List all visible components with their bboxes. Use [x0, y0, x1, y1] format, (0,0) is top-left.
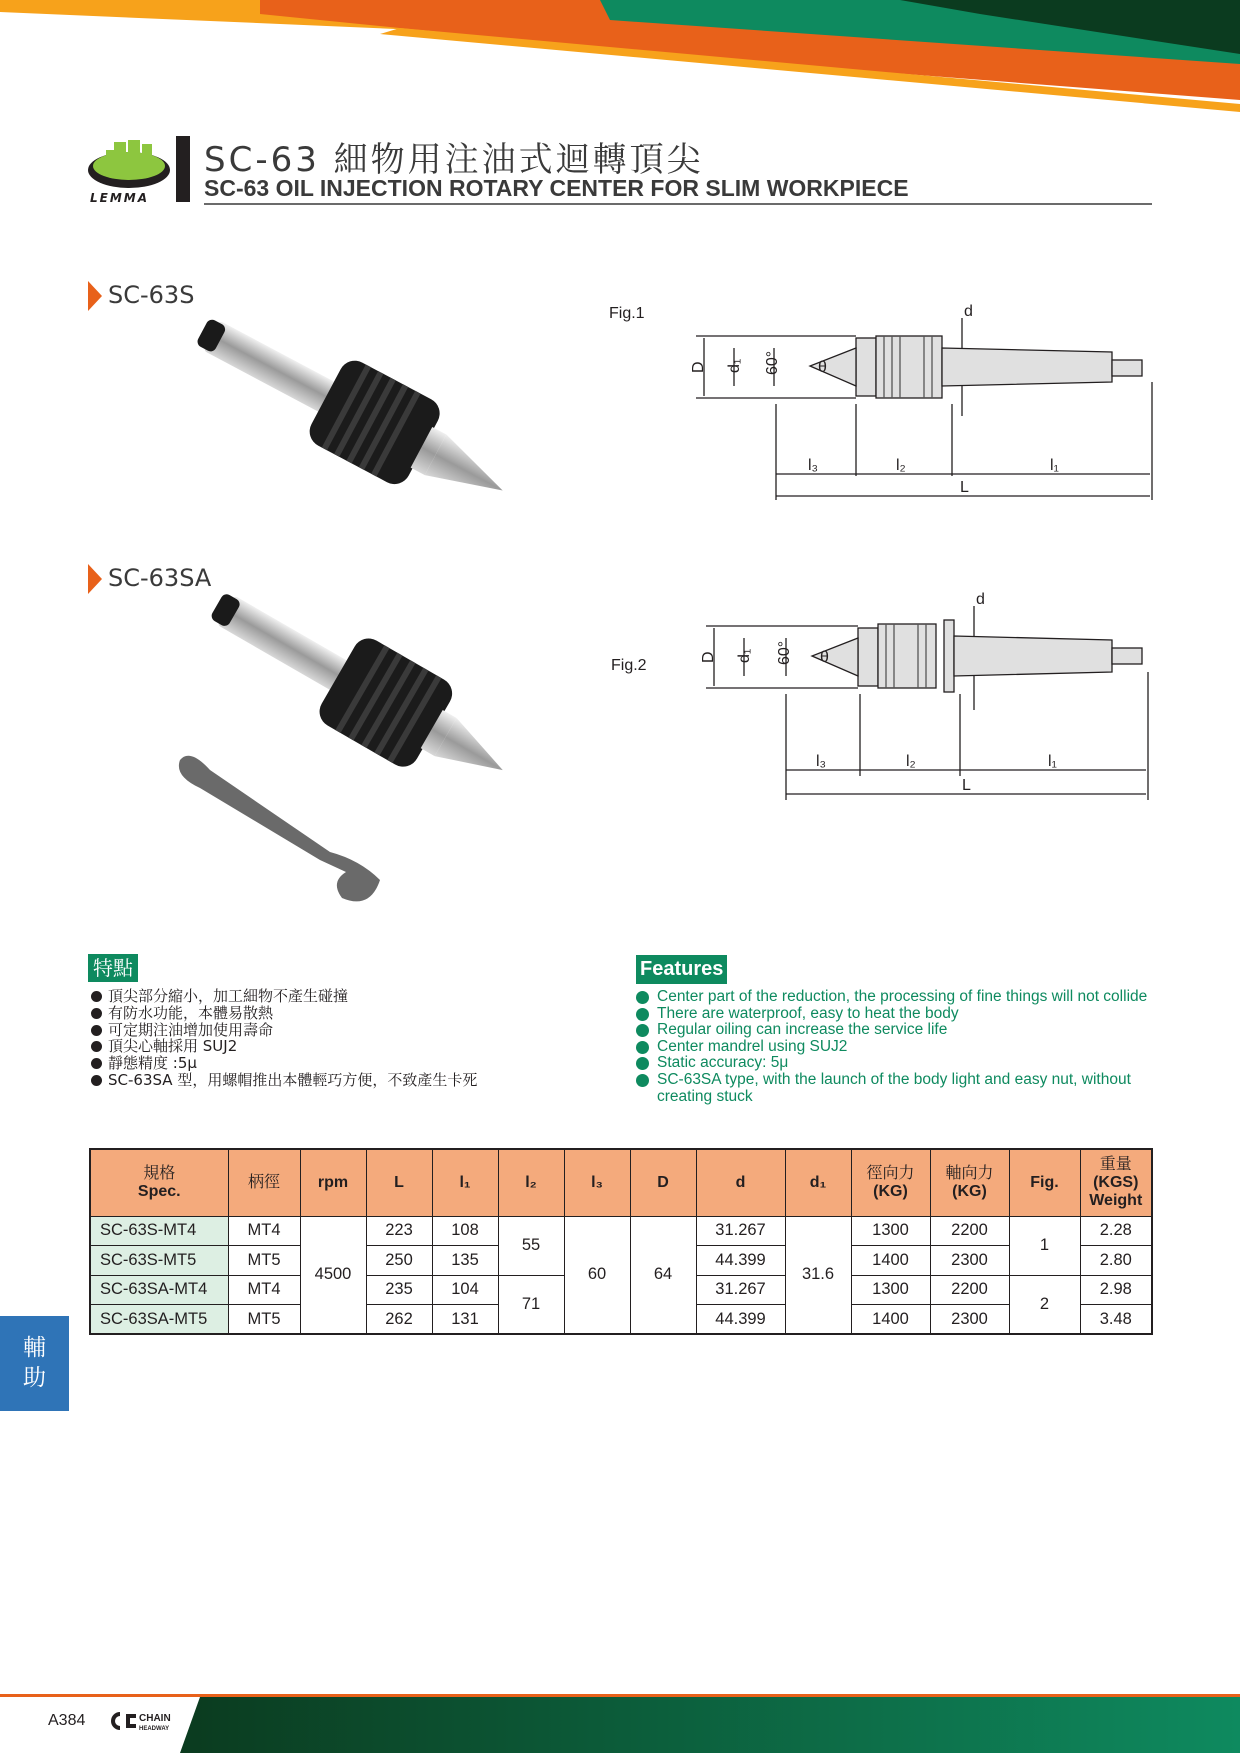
cell-l2: 71	[498, 1275, 564, 1334]
cell-weight: 2.98	[1080, 1275, 1152, 1305]
dim2-theta: θ	[820, 649, 829, 666]
dim2-l1: l₁	[1048, 753, 1057, 770]
page-header	[86, 132, 1152, 207]
features-cn-title: 特點	[88, 954, 138, 982]
cell-radial: 1300	[851, 1275, 930, 1305]
model-label-sc63sa: SC-63SA	[108, 564, 212, 592]
logo-wordmark: LEMMA	[90, 191, 150, 205]
cell-l1: 131	[432, 1305, 498, 1335]
feature-en-item: SC-63SA type, with the launch of the body light and easy nut, without creating stuck	[636, 1072, 1156, 1105]
cell-rpm: 4500	[300, 1216, 366, 1334]
header-d1: d₁	[785, 1149, 851, 1216]
fig2-label: Fig.2	[611, 657, 647, 674]
cell-L: 235	[366, 1275, 432, 1305]
technical-drawing-fig1	[692, 300, 1152, 510]
header-radial: 徑向力 (KG)	[851, 1149, 930, 1216]
cell-d1: 31.6	[785, 1216, 851, 1334]
cell-fig: 1	[1009, 1216, 1080, 1275]
cell-spec: SC-63S-MT4	[90, 1216, 228, 1246]
svg-text:CHAIN: CHAIN	[139, 1713, 171, 1724]
cell-shank: MT4	[228, 1275, 300, 1305]
dim-d: d	[964, 303, 973, 320]
feature-en-item: There are waterproof, easy to heat the body	[636, 1006, 1156, 1023]
dim2-d: d	[976, 591, 985, 608]
technical-drawing-fig2	[692, 588, 1152, 808]
header-axial: 軸向力 (KG)	[930, 1149, 1009, 1216]
dim2-D: D	[700, 651, 717, 663]
cell-D: 64	[630, 1216, 696, 1334]
header-weight: 重量 (KGS) Weight	[1080, 1149, 1152, 1216]
product-photo-sc63s	[170, 318, 550, 518]
dim2-d1: d₁	[736, 648, 753, 663]
side-tab-auxiliary[interactable]	[0, 1316, 69, 1411]
cell-d: 44.399	[696, 1246, 785, 1276]
table-row	[90, 1216, 1152, 1246]
page-number: A384	[48, 1712, 86, 1729]
dim2-angle: 60°	[776, 640, 793, 665]
cell-L: 223	[366, 1216, 432, 1246]
header-l1: l₁	[432, 1149, 498, 1216]
cell-shank: MT4	[228, 1216, 300, 1246]
features-cn-list	[90, 988, 477, 1089]
dim-theta: θ	[818, 359, 827, 376]
cell-l3: 60	[564, 1216, 630, 1334]
page-title-en: SC-63 OIL INJECTION ROTARY CENTER FOR SLIM WORKPIECE	[204, 175, 909, 201]
header-L: L	[366, 1149, 432, 1216]
cell-spec: SC-63SA-MT5	[90, 1305, 228, 1335]
cell-axial: 2200	[930, 1216, 1009, 1246]
dim-L: L	[960, 479, 969, 496]
feature-cn-item: 有防水功能，本體易散熱	[90, 1005, 477, 1022]
feature-en-item: Regular oiling can increase the service life	[636, 1022, 1156, 1039]
cell-l2: 55	[498, 1216, 564, 1275]
cell-l1: 135	[432, 1246, 498, 1276]
header-l3: l₃	[564, 1149, 630, 1216]
side-tab-line2: 助	[23, 1365, 46, 1391]
header-d: d	[696, 1149, 785, 1216]
dim-d1: d₁	[726, 358, 743, 373]
cell-axial: 2200	[930, 1275, 1009, 1305]
title-bar	[176, 136, 190, 202]
cell-shank: MT5	[228, 1305, 300, 1335]
cell-weight: 3.48	[1080, 1305, 1152, 1335]
table-header-row	[90, 1149, 1152, 1216]
model-marker-sc63s	[88, 281, 102, 311]
feature-cn-item: 頂尖部分縮小，加工細物不產生碰撞	[90, 988, 477, 1005]
feature-cn-item: 靜態精度 :5μ	[90, 1055, 477, 1072]
cell-spec: SC-63S-MT5	[90, 1246, 228, 1276]
cell-L: 250	[366, 1246, 432, 1276]
cell-l1: 108	[432, 1216, 498, 1246]
bottom-banner	[0, 1690, 1240, 1753]
cell-spec: SC-63SA-MT4	[90, 1275, 228, 1305]
dim2-l3: l₃	[816, 753, 827, 770]
cell-l1: 104	[432, 1275, 498, 1305]
cell-shank: MT5	[228, 1246, 300, 1276]
cell-weight: 2.80	[1080, 1246, 1152, 1276]
dim-D: D	[690, 361, 707, 373]
feature-en-item: Center mandrel using SUJ2	[636, 1039, 1156, 1056]
product-photo-sc63sa	[170, 620, 550, 920]
header-shank: 柄徑	[228, 1149, 300, 1216]
model-label-sc63s: SC-63S	[108, 281, 195, 309]
model-marker-sc63sa	[88, 564, 102, 594]
dim2-L: L	[962, 777, 971, 794]
spec-table	[89, 1148, 1153, 1335]
cell-axial: 2300	[930, 1305, 1009, 1335]
cell-radial: 1400	[851, 1305, 930, 1335]
header-l2: l₂	[498, 1149, 564, 1216]
dim-l2: l₂	[896, 457, 906, 474]
dim-l1: l₁	[1050, 457, 1059, 474]
dim-l3: l₃	[808, 457, 819, 474]
features-en-list	[636, 989, 1156, 1105]
feature-cn-item: 可定期注油增加使用壽命	[90, 1022, 477, 1039]
feature-en-item: Center part of the reduction, the processing of fine things will not collide	[636, 989, 1156, 1006]
feature-cn-item: 頂尖心軸採用 SUJ2	[90, 1038, 477, 1055]
cell-d: 31.267	[696, 1216, 785, 1246]
dim2-l2: l₂	[906, 753, 916, 770]
header-spec: 規格 Spec.	[90, 1149, 228, 1216]
feature-en-item: Static accuracy: 5μ	[636, 1055, 1156, 1072]
cell-d: 44.399	[696, 1305, 785, 1335]
page-title-cn: SC-63 細物用注油式迴轉頂尖	[204, 140, 704, 180]
feature-cn-item: SC-63SA 型，用螺帽推出本體輕巧方便，不致產生卡死	[90, 1072, 477, 1089]
cell-axial: 2300	[930, 1246, 1009, 1276]
cell-fig: 2	[1009, 1275, 1080, 1334]
chain-headway-logo	[106, 1708, 186, 1734]
top-banner	[0, 0, 1240, 120]
cell-d: 31.267	[696, 1275, 785, 1305]
side-tab-line1: 輔	[23, 1335, 46, 1361]
header-D: D	[630, 1149, 696, 1216]
dim-angle: 60°	[764, 350, 781, 375]
fig1-label: Fig.1	[609, 305, 645, 322]
header-rpm: rpm	[300, 1149, 366, 1216]
title-rule	[204, 203, 1152, 205]
cell-radial: 1400	[851, 1246, 930, 1276]
cell-weight: 2.28	[1080, 1216, 1152, 1246]
cell-L: 262	[366, 1305, 432, 1335]
header-fig: Fig.	[1009, 1149, 1080, 1216]
svg-text:HEADWAY: HEADWAY	[139, 1726, 170, 1732]
cell-radial: 1300	[851, 1216, 930, 1246]
features-en-title: Features	[636, 955, 727, 984]
